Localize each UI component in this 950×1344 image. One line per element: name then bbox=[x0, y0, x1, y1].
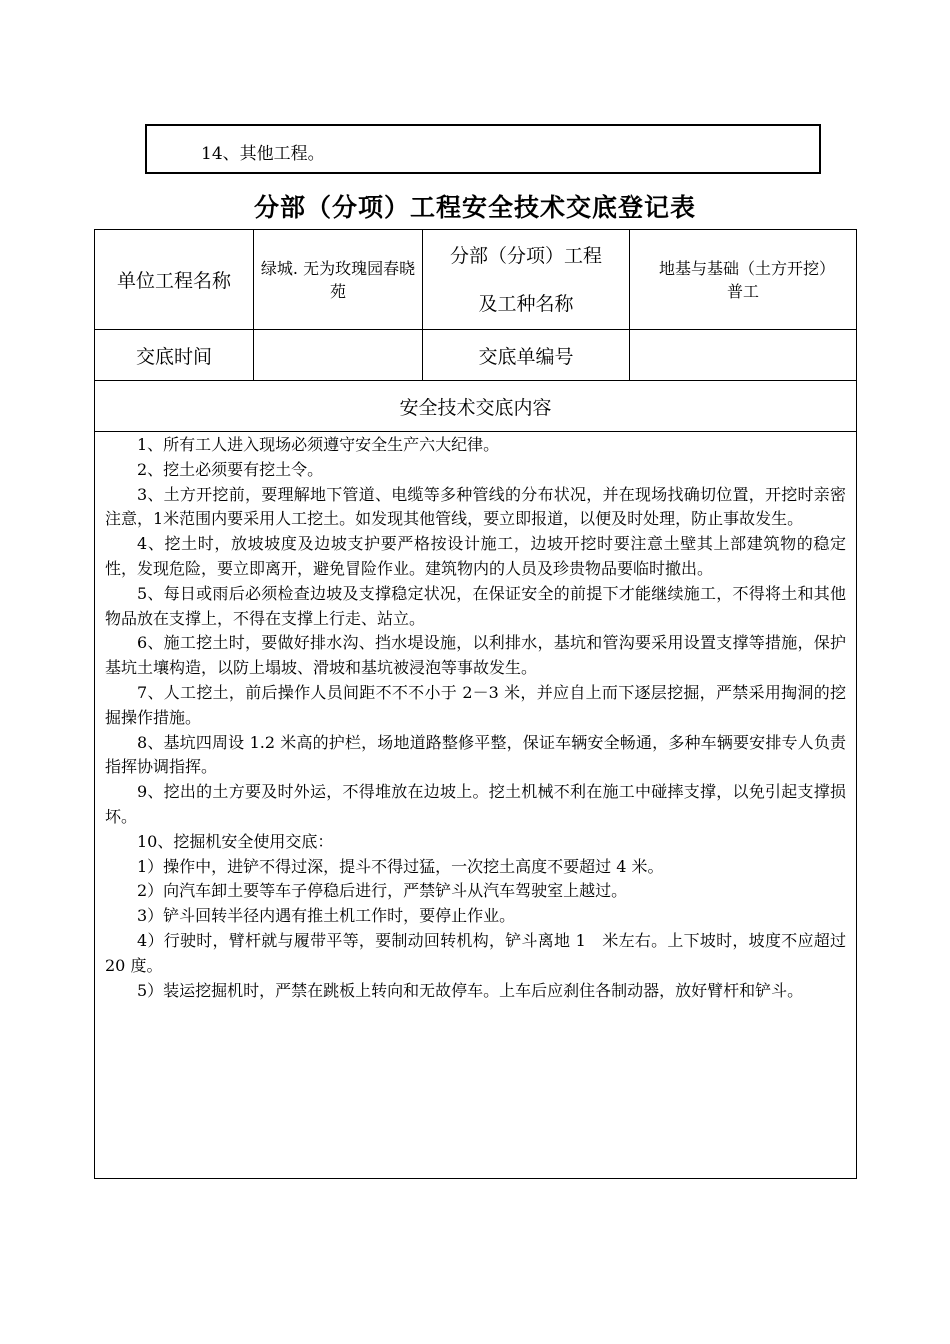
content-paragraph: 4、挖土时，放坡坡度及边坡支护要严格按设计施工，边坡开挖时要注意土壁其上部建筑物的稳定性，发现危险，要立即离开，避免冒险作业。建筑物内的人员及珍贵物品要临时撤出。 bbox=[105, 534, 846, 578]
content-cell bbox=[95, 432, 857, 1179]
content-paragraph: 5）装运挖掘机时，严禁在跳板上转向和无故停车。上车后应刹住各制动器，放好臂杆和铲斗。 bbox=[137, 980, 804, 1000]
content-paragraph: 10、挖掘机安全使用交底： bbox=[137, 831, 334, 851]
content-paragraph: 3）铲斗回转半径内遇有推土机工作时，要停止作业。 bbox=[137, 906, 516, 926]
content-paragraph: 2）向汽车卸土要等车子停稳后进行，严禁铲斗从汽车驾驶室上越过。 bbox=[137, 881, 628, 901]
content-paragraph: 4）行驶时，臂杆就与履带平等，要制动回转机构，铲斗离地 1 米左右。上下坡时，坡度不应超过 20 度。 bbox=[105, 930, 846, 975]
subproject-label bbox=[423, 230, 630, 330]
content-list bbox=[95, 432, 856, 1003]
unit-name-value: 绿城. 无为玫瑰园春晓苑 bbox=[254, 230, 423, 330]
content-paragraph: 5、每日或雨后必须检查边坡及支撑稳定状况，在保证安全的前提下才能继续施工，不得将土和其他物品放在支撑上，不得在支撑上行走、站立。 bbox=[105, 583, 846, 628]
time-label: 交底时间 bbox=[95, 330, 254, 381]
top-note: 14、其他工程。 bbox=[201, 144, 325, 164]
content-paragraph: 9、挖出的土方要及时外运，不得堆放在边坡上。挖土机械不利在施工中碰摔支撑，以免引起支撑损坏。 bbox=[105, 782, 846, 826]
subproject-label-line2: 及工种名称 bbox=[478, 292, 574, 315]
page-title: 分部（分项）工程安全技术交底登记表 bbox=[253, 193, 696, 222]
content-paragraph: 2、挖土必须要有挖土令。 bbox=[137, 459, 324, 479]
number-label: 交底单编号 bbox=[423, 330, 630, 381]
unit-name-label: 单位工程名称 bbox=[95, 230, 254, 330]
content-paragraph: 3、土方开挖前，要理解地下管道、电缆等多种管线的分布状况，并在现场找确切位置，开挖时亲密注意，1米范围内要采用人工挖土。如发现其他管线，要立即报道，以便及时处理，防止事故发生。 bbox=[105, 484, 846, 529]
register-table bbox=[94, 229, 860, 1179]
top-note-box bbox=[145, 124, 821, 174]
content-paragraph: 6、施工挖土时，要做好排水沟、挡水堤设施，以利排水，基坑和管沟要采用设置支撑等措施，保护基坑土壤构造，以防上塌坡、滑坡和基坑被浸泡等事故发生。 bbox=[105, 633, 846, 678]
content-paragraph: 7、人工挖土，前后操作人员间距不不不小于 2－3 米，并应自上而下逐层挖掘，严禁采用掏洞的挖掘操作措施。 bbox=[105, 682, 846, 727]
content-paragraph: 8、基坑四周设 1.2 米高的护栏，场地道路整修平整，保证车辆安全畅通，多种车辆要安排专人负责指挥协调指挥。 bbox=[105, 732, 846, 777]
content-paragraph: 1）操作中，进铲不得过深，提斗不得过猛，一次挖土高度不要超过 4 米。 bbox=[137, 856, 664, 876]
content-paragraph: 1、所有工人进入现场必须遵守安全生产六大纪律。 bbox=[137, 435, 500, 454]
time-value bbox=[254, 330, 423, 381]
subproject-label-line1: 分部（分项）工程 bbox=[449, 244, 602, 267]
content-header: 安全技术交底内容 bbox=[95, 381, 857, 432]
number-value bbox=[630, 330, 857, 381]
subproject-value: 地基与基础（土方开挖） 普工 bbox=[630, 230, 857, 330]
